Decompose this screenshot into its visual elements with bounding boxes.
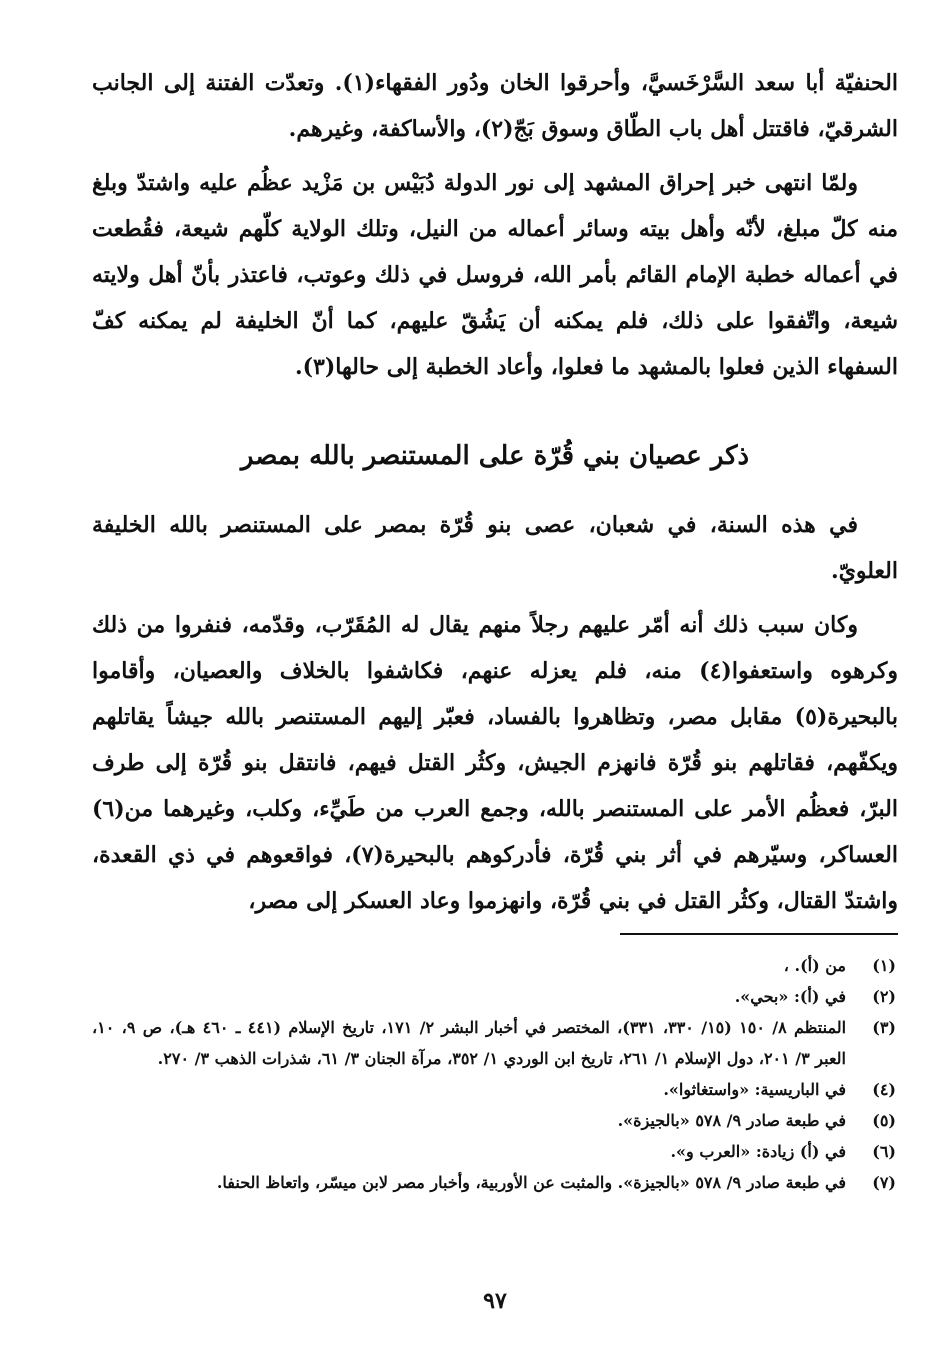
footnote-item <box>92 981 898 1012</box>
footnote-number: (٤) <box>872 1080 896 1099</box>
paragraph-3: في هذه السنة، في شعبان، عصى بنو قُرّة بمصر على المستنصر بالله الخليفة العلويّ. <box>92 512 898 584</box>
footnote-number: (٥) <box>872 1111 896 1130</box>
footnote-text: في طبعة صادر ٩/ ٥٧٨ «بالجيزة». <box>617 1111 846 1130</box>
footnote-text: المنتظم ٨/ ١٥٠ (١٥/ ٣٣٠، ٣٣١)، المختصر في أخبار البشر ٢/ ١٧١، تاريخ الإسلام (٤٤١ ـ ٤٦٠ هـ)، ص ٩، ١٠، العبر ٣/ ٢٠١، دول الإسلام ١/ ٢٦١، تاريخ ابن الوردي ١/ ٣٥٢، مرآة الجنان ٣/ ٦١، شذرات الذهب ٣/ ٢٧٠. <box>92 1018 847 1068</box>
footnote-number: (٣) <box>872 1018 896 1037</box>
footnote-number: (٧) <box>872 1173 896 1192</box>
footnote-item <box>92 1012 898 1074</box>
footnote-number: (٢) <box>872 987 896 1006</box>
footnote-item <box>92 1136 898 1167</box>
footnote-text: في طبعة صادر ٩/ ٥٧٨ «بالجيزة». والمثبت عن الأوربية، وأخبار مصر لابن ميسّر، واتعاظ الحنفا. <box>216 1173 846 1192</box>
footnote-item <box>92 1167 898 1198</box>
footnote-text: في (أ): «بحي». <box>734 987 846 1006</box>
footnote-number: (٦) <box>872 1142 896 1161</box>
footnote-text: من (أ). ، <box>783 956 846 975</box>
paragraph-2: ولمّا انتهى خبر إحراق المشهد إلى نور الدولة دُبَيْس بن مَزْيد عظُم عليه واشتدّ وبلغ منه كلّ مبلغ، لأنّه وأهل بيته وسائر أعماله من النيل، وتلك الولاية كلّهم شيعة، فقُطعت في أعماله خطبة الإمام القائم بأمر الله، فروسل في ذلك وعوتب، فاعتذر بأنّ أهل ولايته شيعة، واتّفقوا على ذلك، فلم يمكنه أن يَشُقّ عليهم، كما أنّ الخليفة لم يمكنه كفّ السفهاء الذين فعلوا بالمشهد ما فعلوا، وأعاد الخطبة إلى حالها(٣). <box>92 170 898 380</box>
book-page <box>92 60 898 1320</box>
paragraph-4: وكان سبب ذلك أنه أمّر عليهم رجلاً منهم يقال له المُقَرّب، وقدّمه، فنفروا من ذلك وكرهوه واستعفوا(٤) منه، فلم يعزله عنهم، فكاشفوا بالخلاف والعصيان، وأقاموا بالبحيرة(٥) مقابل مصر، وتظاهروا بالفساد، فعبّر إليهم المستنصر بالله جيشاً يقاتلهم ويكفّهم، فقاتلهم بنو قُرّة فانهزم الجيش، وكثُر القتل فيهم، فانتقل بنو قُرّة إلى طرف البرّ، فعظُم الأمر على المستنصر بالله، وجمع العرب من طَيِّء، وكلب، وغيرهما من(٦) العساكر، وسيّرهم في أثر بني قُرّة، فأدركوهم بالبحيرة(٧)، فواقعوهم في ذي القعدة، واشتدّ القتال، وكثُر القتل في بني قُرّة، وانهزموا وعاد العسكر إلى مصر، <box>92 612 899 914</box>
page-number: ٩٧ <box>483 1288 507 1314</box>
footnote-item <box>92 1105 898 1136</box>
paragraph-1: الحنفيّة أبا سعد السَّرْخَسيَّ، وأحرقوا الخان ودُور الفقهاء(١). وتعدّت الفتنة إلى الجانب الشرقيّ، فاقتتل أهل باب الطّاق وسوق بَجّ(٢)، والأساكفة، وغيرهم. <box>92 70 898 142</box>
footnotes-list <box>92 950 898 1198</box>
footnote-text: في (أ) زيادة: «العرب و». <box>670 1142 846 1161</box>
footnote-item <box>92 1074 898 1105</box>
footnote-separator <box>620 933 898 935</box>
footnote-item <box>92 950 898 981</box>
section-heading: ذكر عصيان بني قُرّة على المستنصر بالله بمصر <box>240 441 750 471</box>
footnote-text: في الباريسية: «واستغاثوا». <box>663 1080 846 1099</box>
footnote-number: (١) <box>872 956 896 975</box>
